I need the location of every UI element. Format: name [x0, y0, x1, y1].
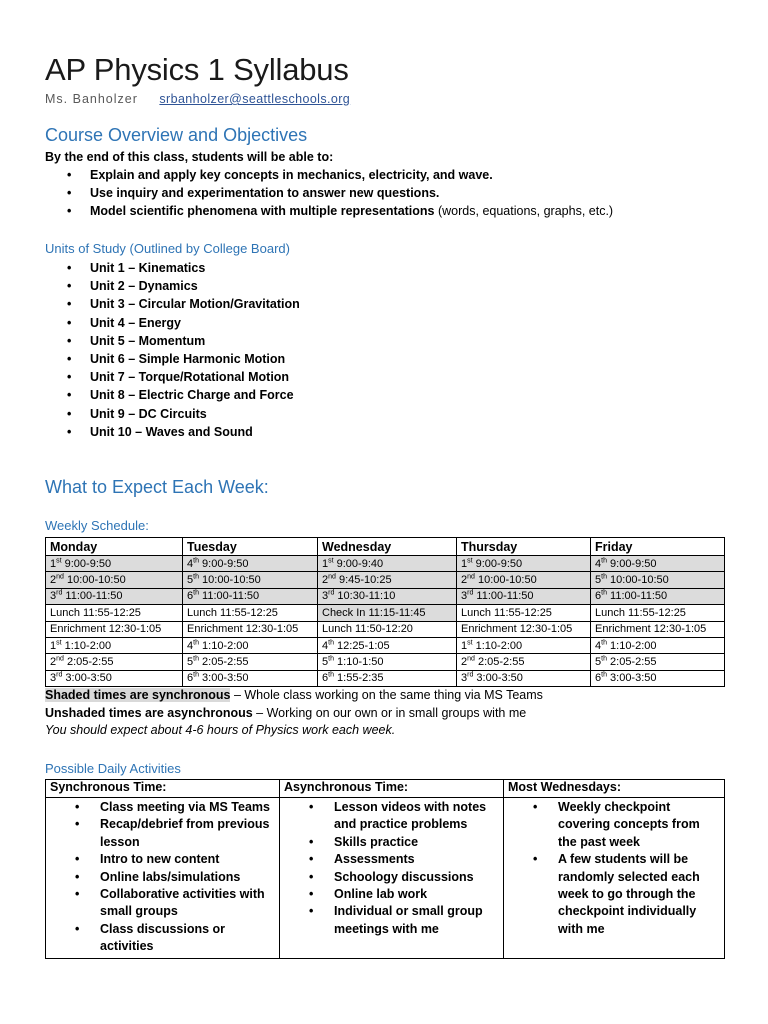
shaded-desc: – Whole class working on the same thing via MS Teams — [230, 688, 543, 702]
schedule-row — [46, 637, 725, 653]
objective-text: Model scientific phenomena with multiple representations — [90, 204, 435, 219]
schedule-cell — [183, 605, 318, 621]
period-suffix: nd — [56, 573, 64, 581]
author-name: Ms. Banholzer — [45, 92, 138, 106]
period-number: 5 — [187, 656, 194, 669]
period-number: 1 — [461, 639, 468, 652]
period-time: 9:00-9:50 — [606, 557, 657, 570]
schedule-cell — [318, 556, 457, 572]
period-number: 5 — [595, 656, 602, 669]
schedule-cell — [591, 654, 725, 670]
period-time: Lunch 11:55-12:25 — [461, 606, 552, 619]
objective-tail: (words, equations, graphs, etc.) — [434, 204, 614, 219]
period-suffix: nd — [328, 573, 336, 581]
period-suffix: th — [601, 557, 607, 565]
period-suffix: th — [601, 589, 607, 597]
period-time: 3:00-3:50 — [473, 672, 523, 685]
activities-heading: Possible Daily Activities — [45, 761, 181, 776]
objective-item — [67, 166, 613, 184]
schedule-row — [46, 605, 725, 621]
schedule-cell — [591, 637, 725, 653]
period-suffix: st — [467, 557, 473, 565]
schedule-cell — [183, 670, 318, 686]
unit-item: • Unit 10 – Waves and Sound — [67, 423, 300, 441]
activities-col-header: Asynchronous Time: — [280, 780, 504, 798]
period-number: 4 — [595, 557, 602, 570]
period-suffix: rd — [467, 671, 474, 679]
period-suffix: th — [328, 638, 334, 646]
period-time: Lunch 11:50-12:20 — [322, 623, 413, 636]
unit-item: • Unit 2 – Dynamics — [67, 277, 300, 295]
period-time: Lunch 11:55-12:25 — [187, 606, 278, 619]
day-header-monday: Monday — [46, 538, 183, 556]
unit-item: • Unit 3 – Circular Motion/Gravitation — [67, 295, 300, 313]
activity-item: • A few students will be randomly selected each week to go through the checkpoint individually with me — [508, 851, 720, 938]
activity-item: • Recap/debrief from previous lesson — [50, 816, 275, 851]
period-suffix: th — [601, 573, 607, 581]
activity-item: • Collaborative activities with small groups — [50, 886, 275, 921]
schedule-cell — [318, 637, 457, 653]
activity-item: • Class discussions or activities — [50, 921, 275, 956]
overview-heading: Course Overview and Objectives — [45, 125, 308, 145]
schedule-cell — [46, 572, 183, 588]
overview-intro: By the end of this class, students will be able to: — [45, 150, 334, 164]
period-number: 5 — [322, 656, 329, 669]
period-number: 6 — [187, 672, 194, 685]
period-number: 6 — [322, 672, 329, 685]
expect-note: You should expect about 4-6 hours of Physics work each week. — [45, 723, 396, 737]
schedule-row — [46, 654, 725, 670]
period-time: Check In 11:15-11:45 — [322, 606, 426, 619]
weekly-schedule-table — [45, 537, 725, 687]
activity-item: • Assessments — [284, 851, 499, 868]
period-number: 5 — [595, 574, 602, 587]
period-number: 4 — [187, 557, 194, 570]
schedule-cell — [318, 572, 457, 588]
period-suffix: rd — [56, 589, 63, 597]
schedule-cell — [318, 670, 457, 686]
schedule-cell — [457, 670, 591, 686]
schedule-cell — [183, 572, 318, 588]
period-time: 11:00-11:50 — [606, 590, 668, 603]
shaded-note — [45, 688, 543, 702]
schedule-cell — [591, 605, 725, 621]
period-suffix: th — [193, 671, 199, 679]
period-suffix: st — [467, 638, 473, 646]
period-time: 10:00-10:50 — [198, 574, 261, 587]
period-number: 4 — [595, 639, 602, 652]
period-time: 11:00-11:50 — [473, 590, 534, 603]
schedule-cell — [183, 556, 318, 572]
period-number: 6 — [595, 590, 602, 603]
schedule-cell — [46, 605, 183, 621]
activity-item: • Intro to new content — [50, 851, 275, 868]
schedule-cell — [46, 654, 183, 670]
period-time: 9:00-9:50 — [472, 557, 523, 570]
period-number: 3 — [461, 672, 468, 685]
activity-item: • Weekly checkpoint covering concepts from the past week — [508, 799, 720, 851]
activities-col-header: Most Wednesdays: — [504, 780, 725, 798]
schedule-row — [46, 621, 725, 637]
period-suffix: th — [193, 557, 199, 565]
activities-cell — [280, 798, 504, 959]
period-suffix: st — [328, 557, 334, 565]
period-time: Enrichment 12:30-1:05 — [595, 623, 707, 636]
period-time: 11:00-11:50 — [62, 590, 123, 603]
schedule-cell — [457, 605, 591, 621]
period-time: 3:00-3:50 — [198, 672, 249, 685]
objective-item — [67, 202, 613, 220]
period-suffix: th — [601, 655, 607, 663]
period-time: 11:00-11:50 — [198, 590, 260, 603]
schedule-cell — [183, 621, 318, 637]
schedule-cell — [457, 572, 591, 588]
period-number: 4 — [187, 639, 194, 652]
period-suffix: th — [193, 655, 199, 663]
period-number: 3 — [50, 672, 57, 685]
day-header-thursday: Thursday — [457, 538, 591, 556]
period-time: 2:05-2:55 — [63, 656, 114, 669]
schedule-cell — [183, 637, 318, 653]
period-number: 2 — [50, 656, 57, 669]
activities-list — [508, 799, 720, 938]
period-suffix: rd — [56, 671, 63, 679]
activities-table — [45, 779, 725, 959]
period-time: 2:05-2:55 — [606, 656, 657, 669]
period-number: 2 — [322, 574, 329, 587]
schedule-row — [46, 572, 725, 588]
activities-header-row — [46, 780, 725, 798]
period-suffix: th — [328, 671, 334, 679]
schedule-cell — [457, 637, 591, 653]
period-number: 1 — [50, 639, 57, 652]
activities-col-header: Synchronous Time: — [46, 780, 280, 798]
period-suffix: th — [328, 655, 334, 663]
period-time: 12:25-1:05 — [333, 639, 390, 652]
schedule-cell — [591, 621, 725, 637]
schedule-cell — [591, 670, 725, 686]
period-suffix: nd — [56, 655, 64, 663]
period-number: 4 — [322, 639, 329, 652]
period-suffix: nd — [467, 655, 475, 663]
day-header-friday: Friday — [591, 538, 725, 556]
period-time: 10:30-11:10 — [334, 590, 396, 603]
schedule-cell — [318, 588, 457, 604]
email-link[interactable]: srbanholzer@seattleschools.org — [159, 92, 351, 106]
activities-cell — [46, 798, 280, 959]
author-line — [45, 92, 350, 106]
schedule-cell — [457, 556, 591, 572]
unit-item: • Unit 5 – Momentum — [67, 332, 300, 350]
units-heading: Units of Study (Outlined by College Board) — [45, 241, 290, 256]
activity-item: • Skills practice — [284, 834, 499, 851]
activity-item: • Online labs/simulations — [50, 869, 275, 886]
period-number: 1 — [322, 557, 329, 570]
schedule-cell — [183, 654, 318, 670]
period-time: 1:10-1:50 — [333, 656, 384, 669]
unshaded-desc: – Working on our own or in small groups with me — [252, 706, 527, 720]
period-time: 3:00-3:50 — [606, 672, 657, 685]
period-time: Lunch 11:55-12:25 — [50, 606, 141, 619]
period-number: 2 — [461, 574, 468, 587]
period-suffix: th — [193, 589, 199, 597]
unit-item: • Unit 9 – DC Circuits — [67, 405, 300, 423]
period-number: 2 — [461, 656, 468, 669]
activity-item: • Online lab work — [284, 886, 499, 903]
unshaded-label: Unshaded times are asynchronous — [45, 706, 253, 720]
period-time: 9:00-9:50 — [198, 557, 249, 570]
schedule-cell — [591, 556, 725, 572]
activities-list — [50, 799, 275, 956]
period-time: 2:05-2:55 — [198, 656, 249, 669]
schedule-cell — [318, 605, 457, 621]
unshaded-note — [45, 706, 526, 720]
schedule-header-row — [46, 538, 725, 556]
unit-item: • Unit 8 – Electric Charge and Force — [67, 386, 300, 404]
period-time: 1:10-2:00 — [198, 639, 249, 652]
activity-item: • Individual or small group meetings with me — [284, 903, 499, 938]
activity-item: • Lesson videos with notes and practice problems — [284, 799, 499, 834]
schedule-cell — [318, 621, 457, 637]
period-time: 10:00-10:50 — [606, 574, 669, 587]
unit-item: • Unit 4 – Energy — [67, 314, 300, 332]
period-time: 1:10-2:00 — [606, 639, 657, 652]
schedule-cell — [457, 588, 591, 604]
period-suffix: th — [601, 671, 607, 679]
period-time: 2:05-2:55 — [474, 656, 525, 669]
schedule-cell — [46, 556, 183, 572]
period-number: 1 — [50, 557, 57, 570]
period-suffix: rd — [328, 589, 335, 597]
period-number: 2 — [50, 574, 57, 587]
period-time: 10:00-10:50 — [63, 574, 126, 587]
objective-item — [67, 184, 613, 202]
schedule-cell — [183, 588, 318, 604]
period-suffix: st — [56, 557, 62, 565]
units-list — [67, 259, 300, 441]
schedule-cell — [46, 637, 183, 653]
period-time: 10:00-10:50 — [474, 574, 537, 587]
period-number: 6 — [595, 672, 602, 685]
page-title: AP Physics 1 Syllabus — [45, 52, 349, 87]
period-time: 9:00-9:50 — [61, 557, 112, 570]
week-heading: What to Expect Each Week: — [45, 477, 269, 497]
period-suffix: nd — [467, 573, 475, 581]
period-suffix: rd — [467, 589, 474, 597]
schedule-cell — [457, 654, 591, 670]
schedule-heading: Weekly Schedule: — [45, 518, 149, 533]
schedule-cell — [46, 621, 183, 637]
period-time: Enrichment 12:30-1:05 — [50, 623, 162, 636]
period-number: 3 — [461, 590, 468, 603]
activity-item: • Class meeting via MS Teams — [50, 799, 275, 816]
period-time: 3:00-3:50 — [62, 672, 112, 685]
schedule-row — [46, 556, 725, 572]
schedule-cell — [591, 588, 725, 604]
schedule-cell — [46, 670, 183, 686]
schedule-cell — [318, 654, 457, 670]
objective-text: Use inquiry and experimentation to answer new questions. — [90, 186, 440, 201]
period-time: 1:10-2:00 — [61, 639, 112, 652]
period-number: 3 — [50, 590, 57, 603]
day-header-wednesday: Wednesday — [318, 538, 457, 556]
activities-list — [284, 799, 499, 938]
schedule-row — [46, 670, 725, 686]
period-number: 3 — [322, 590, 329, 603]
period-time: 9:00-9:40 — [333, 557, 384, 570]
shaded-label: Shaded times are synchronous — [45, 688, 231, 702]
period-time: 9:45-10:25 — [335, 574, 392, 587]
period-number: 6 — [187, 590, 194, 603]
period-time: Enrichment 12:30-1:05 — [187, 623, 299, 636]
period-time: 1:55-2:35 — [333, 672, 384, 685]
unit-item: • Unit 7 – Torque/Rotational Motion — [67, 368, 300, 386]
period-time: 1:10-2:00 — [472, 639, 523, 652]
activities-body-row — [46, 798, 725, 959]
day-header-tuesday: Tuesday — [183, 538, 318, 556]
period-time: Enrichment 12:30-1:05 — [461, 623, 573, 636]
unit-item: • Unit 6 – Simple Harmonic Motion — [67, 350, 300, 368]
period-suffix: th — [601, 638, 607, 646]
activities-cell — [504, 798, 725, 959]
schedule-cell — [591, 572, 725, 588]
period-number: 1 — [461, 557, 468, 570]
schedule-cell — [46, 588, 183, 604]
activity-item: • Schoology discussions — [284, 869, 499, 886]
period-suffix: th — [193, 638, 199, 646]
unit-item: • Unit 1 – Kinematics — [67, 259, 300, 277]
schedule-cell — [457, 621, 591, 637]
period-number: 5 — [187, 574, 194, 587]
objective-text: Explain and apply key concepts in mechanics, electricity, and wave. — [90, 168, 493, 182]
objectives-list — [67, 166, 613, 221]
period-time: Lunch 11:55-12:25 — [595, 606, 686, 619]
schedule-row — [46, 588, 725, 604]
period-suffix: th — [193, 573, 199, 581]
period-suffix: st — [56, 638, 62, 646]
